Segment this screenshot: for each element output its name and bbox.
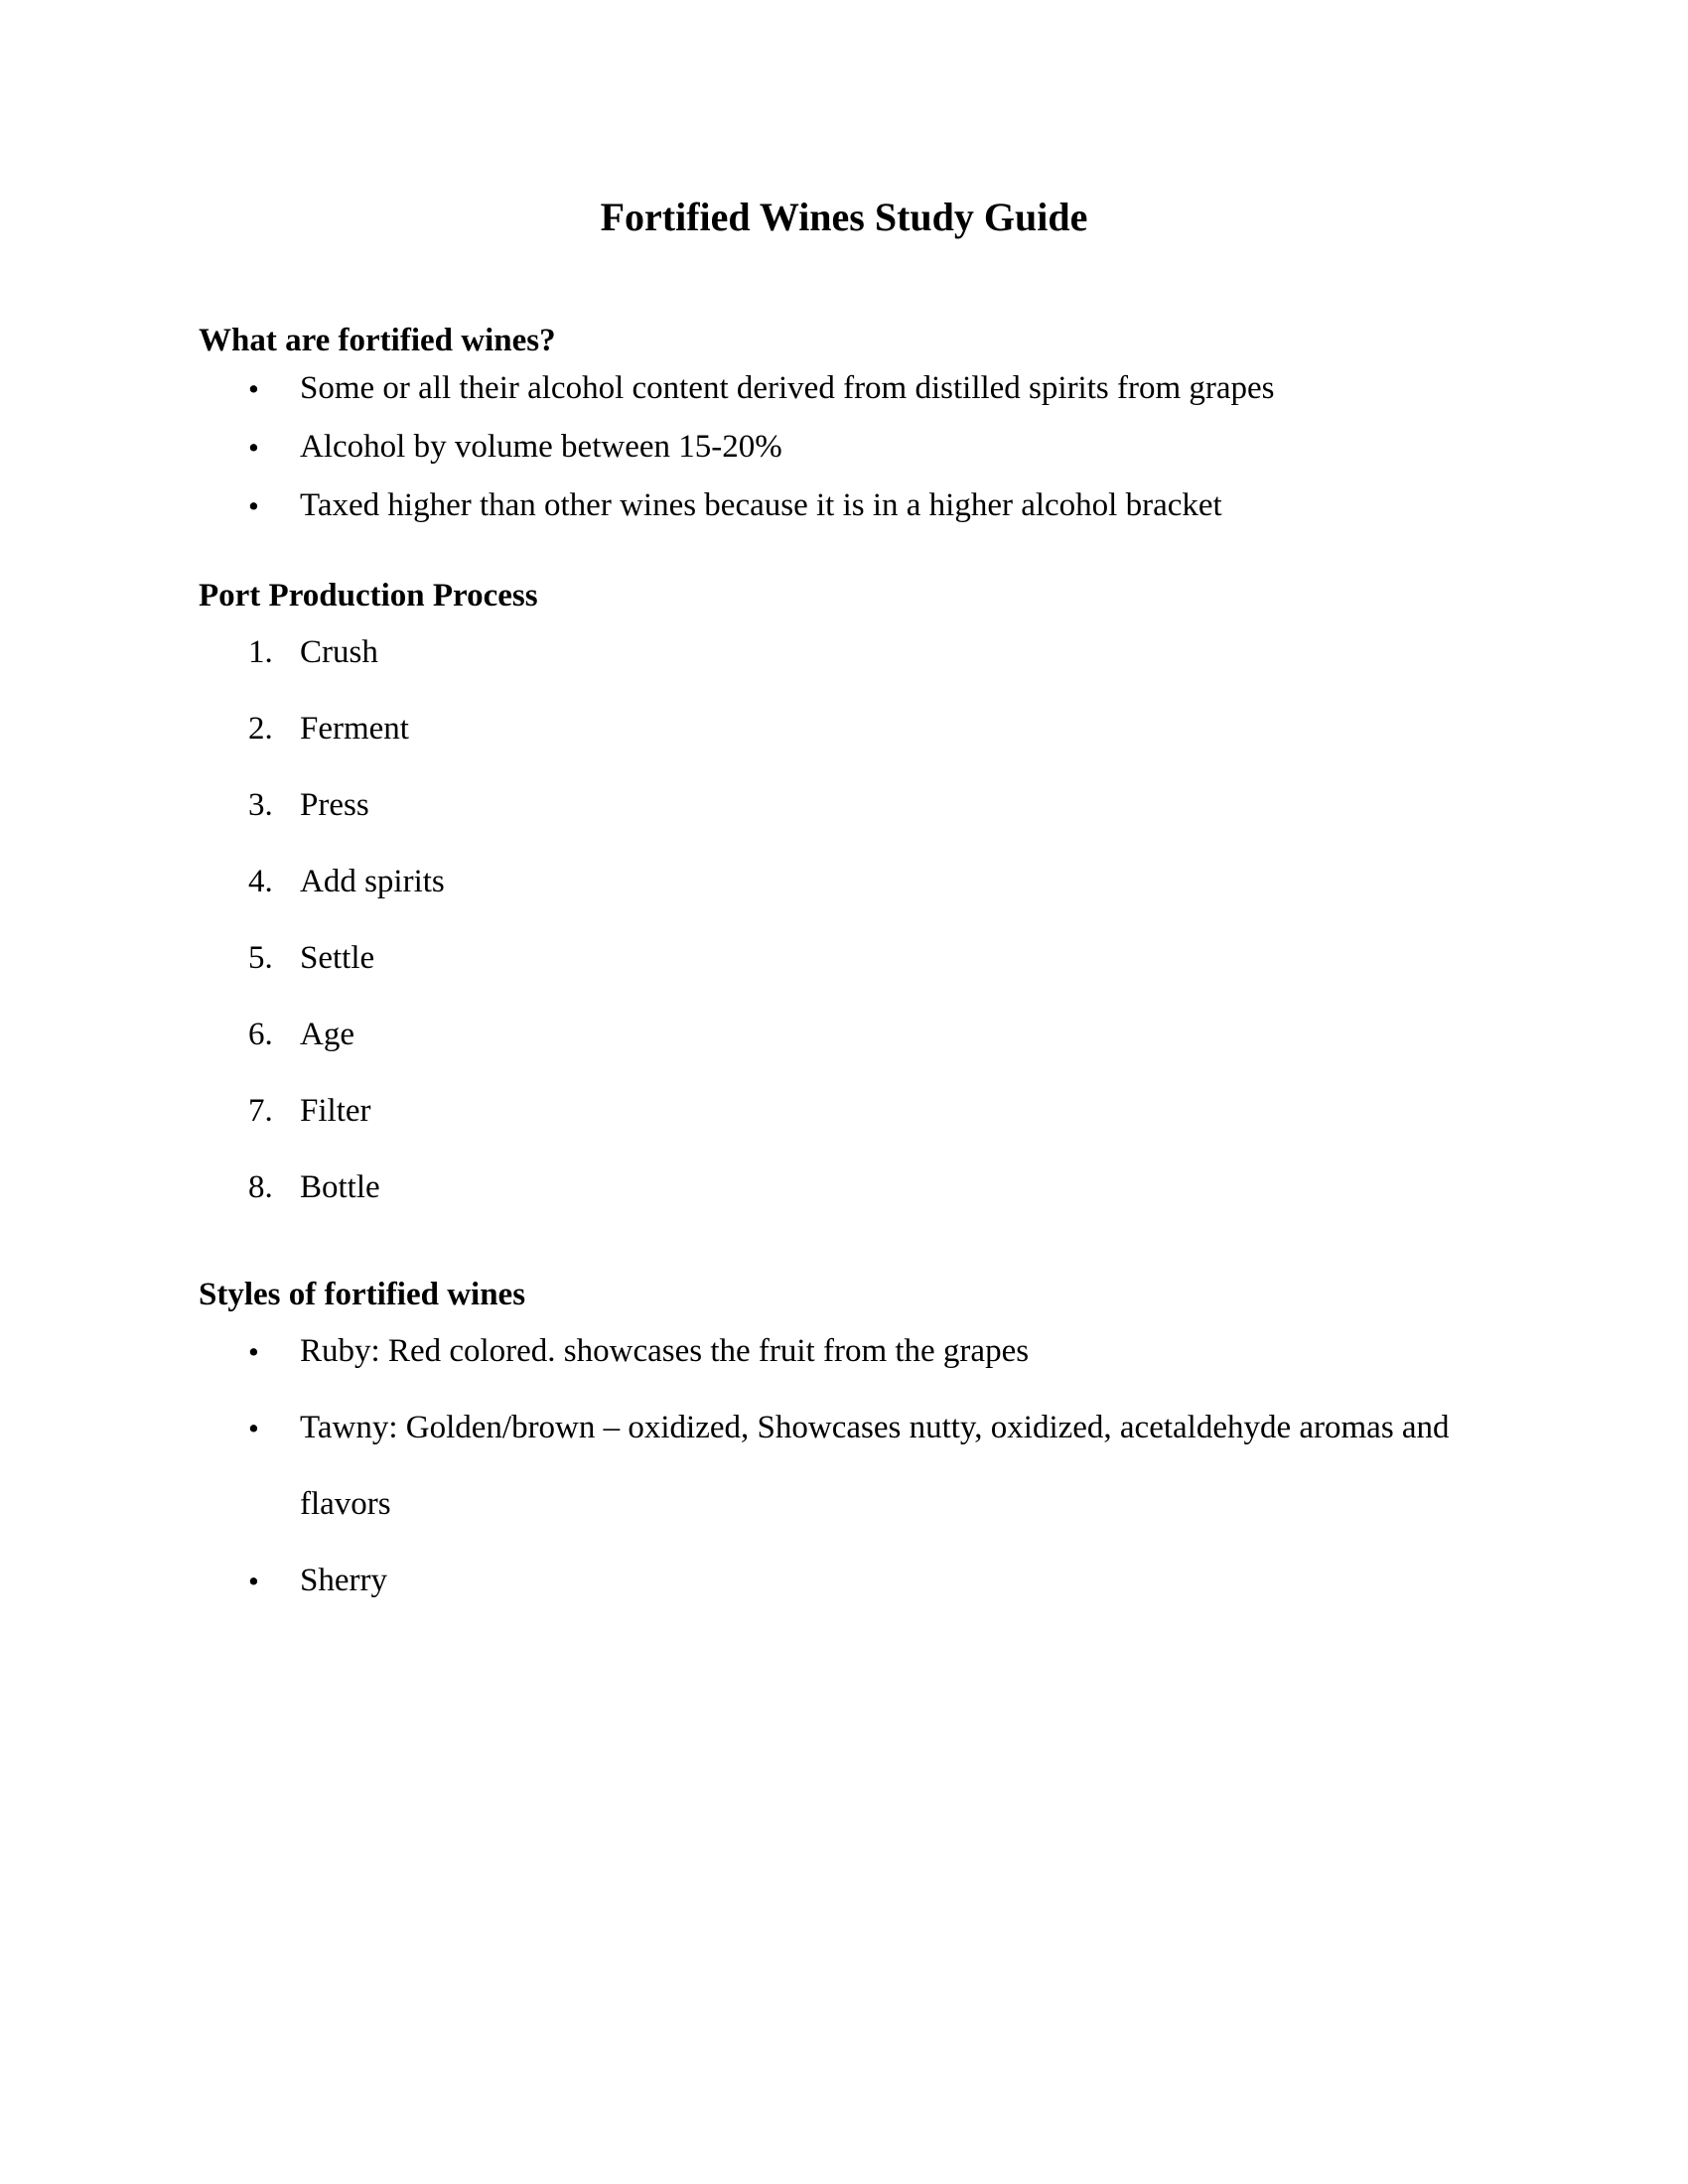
list-item [199, 477, 1489, 535]
number-marker: 8. [248, 1169, 273, 1205]
list-item [199, 997, 1489, 1073]
list-item-text: Press [300, 787, 369, 823]
bullet-marker: • [248, 1334, 259, 1369]
number-marker: 7. [248, 1093, 273, 1129]
list-item-text: Ruby: Red colored. showcases the fruit from the grapes [300, 1333, 1030, 1369]
list-item-text: Crush [300, 634, 378, 670]
list-item-text: Alcohol by volume between 15-20% [300, 429, 782, 465]
list-item-text: Taxed higher than other wines because it is in a higher alcohol bracket [300, 487, 1222, 523]
number-marker: 6. [248, 1017, 273, 1052]
section-heading: Styles of fortified wines [199, 1277, 526, 1312]
section-styles-of-fortified-wines [199, 1276, 1489, 1619]
list-item [199, 767, 1489, 844]
bullet-list [199, 1313, 1489, 1619]
list-item [199, 1150, 1489, 1226]
bullet-list [199, 359, 1489, 535]
list-item-text: Settle [300, 940, 375, 976]
list-item [199, 844, 1489, 920]
list-item-text: Filter [300, 1093, 371, 1129]
number-marker: 3. [248, 787, 273, 823]
list-item-text: Add spirits [300, 864, 445, 899]
list-item [199, 614, 1489, 691]
bullet-marker: • [248, 1564, 259, 1598]
list-item [199, 1073, 1489, 1150]
number-marker: 5. [248, 940, 273, 976]
number-marker: 2. [248, 711, 273, 747]
bullet-marker: • [248, 430, 259, 465]
list-item [199, 1390, 1489, 1543]
section-heading: What are fortified wines? [199, 323, 556, 358]
list-item-text: Sherry [300, 1563, 387, 1598]
list-item-text: Tawny: Golden/brown – oxidized, Showcases nutty, oxidized, acetaldehyde aromas and flavors [300, 1410, 1450, 1522]
bullet-marker: • [248, 1411, 259, 1445]
list-item [199, 1313, 1489, 1390]
list-item [199, 359, 1489, 418]
list-item [199, 920, 1489, 997]
bullet-marker: • [248, 488, 259, 523]
list-item [199, 1543, 1489, 1619]
section-port-production-process [199, 577, 1489, 1226]
list-item [199, 418, 1489, 477]
list-item-text: Bottle [300, 1169, 380, 1205]
list-item-text: Ferment [300, 711, 409, 747]
bullet-marker: • [248, 371, 259, 406]
number-marker: 4. [248, 864, 273, 899]
section-what-are-fortified-wines [199, 322, 1489, 535]
number-marker: 1. [248, 634, 273, 670]
document-title: Fortified Wines Study Guide [600, 195, 1088, 239]
list-item-text: Some or all their alcohol content derived from distilled spirits from grapes [300, 370, 1275, 406]
numbered-list [199, 614, 1489, 1226]
list-item [199, 691, 1489, 767]
section-heading: Port Production Process [199, 578, 538, 614]
list-item-text: Age [300, 1017, 354, 1052]
